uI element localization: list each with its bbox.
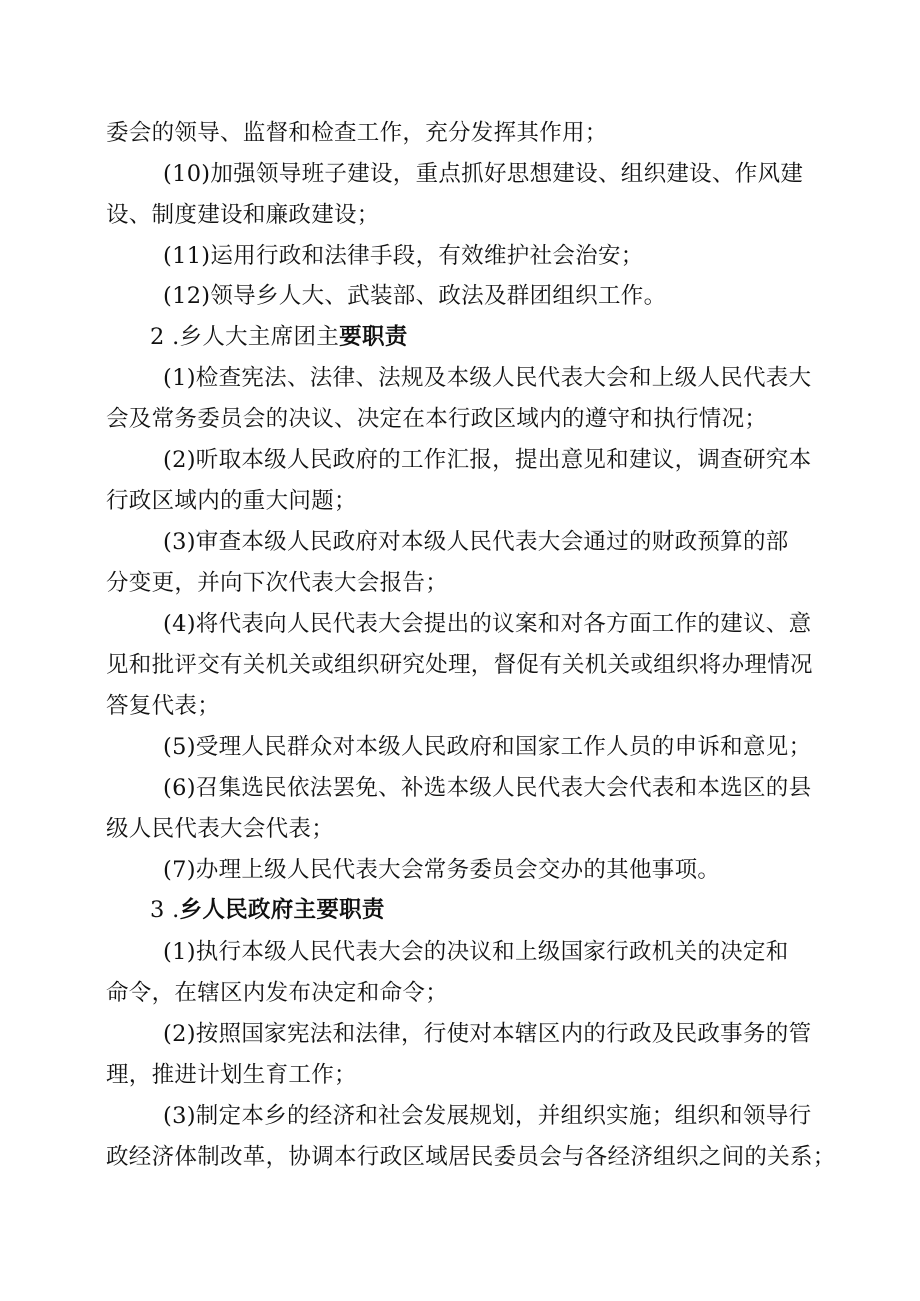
list-item-10-line-1: (10)加强领导班子建设，重点抓好思想建设、组织建设、作风建 <box>163 161 804 187</box>
government-item-2-line-2: 理，推进计划生育工作； <box>106 1062 357 1088</box>
presidium-item-3-line-1: (3)审查本级人民政府对本级人民代表大会通过的财政预算的部 <box>163 529 789 555</box>
section-heading-text: . <box>164 897 180 923</box>
presidium-item-5: (5)受理人民群众对本级人民政府和国家工作人员的申诉和意见； <box>163 734 812 760</box>
presidium-item-1-line-2: 会及常务委员会的决议、决定在本行政区域内的遵守和执行情况； <box>106 406 768 432</box>
presidium-item-6-line-1: (6)召集选民依法罢免、补选本级人民代表大会代表和本选区的县 <box>163 775 812 801</box>
presidium-item-2-line-1: (2)听取本级人民政府的工作汇报，提出意见和建议，调查研究本 <box>163 447 812 473</box>
presidium-item-6-line-2: 级人民代表大会代表； <box>106 816 335 842</box>
presidium-item-4-line-1: (4)将代表向人民代表大会提出的议案和对各方面工作的建议、意 <box>163 611 812 637</box>
presidium-item-7: (7)办理上级人民代表大会常务委员会交办的其他事项。 <box>163 857 721 883</box>
government-item-3-line-1: (3)制定本乡的经济和社会发展规划，并组织实施；组织和领导行 <box>163 1103 812 1129</box>
list-item-11: (11)运用行政和法律手段，有效维护社会治安； <box>163 243 644 269</box>
section-heading-2 <box>150 317 920 357</box>
list-item-12: (12)领导乡人大、武装部、政法及群团组织工作。 <box>163 283 667 309</box>
government-item-3-line-2: 政经济体制改革，协调本行政区域居民委员会与各经济组织之间的关系； <box>106 1144 836 1170</box>
section-heading-text: .乡人大主席团主 <box>164 324 340 350</box>
section-number: 3 <box>150 897 165 923</box>
section-heading-bold-text: 乡人民政府主要职责 <box>179 897 385 923</box>
section-heading-bold-text: 要职责 <box>339 324 408 350</box>
paragraph-line: 委会的领导、监督和检查工作，充分发挥其作用； <box>106 120 608 146</box>
section-number: 2 <box>150 324 165 350</box>
section-heading-3 <box>150 890 920 930</box>
presidium-item-3-line-2: 分变更，并向下次代表大会报告； <box>106 570 449 596</box>
presidium-item-2-line-2: 行政区域内的重大问题； <box>106 488 357 514</box>
presidium-item-4-line-3: 答复代表； <box>106 693 221 719</box>
presidium-item-1-line-1: (1)检查宪法、法律、法规及本级人民代表大会和上级人民代表大 <box>163 365 812 391</box>
government-item-2-line-1: (2)按照国家宪法和法律，行使对本辖区内的行政及民政事务的管 <box>163 1021 812 1047</box>
presidium-item-4-line-2: 见和批评交有关机关或组织研究处理，督促有关机关或组织将办理情况 <box>106 652 813 678</box>
list-item-10-line-2: 设、制度建设和廉政建设； <box>106 202 380 228</box>
government-item-1-line-1: (1)执行本级人民代表大会的决议和上级国家行政机关的决定和 <box>163 939 789 965</box>
government-item-1-line-2: 命令，在辖区内发布决定和命令； <box>106 980 449 1006</box>
